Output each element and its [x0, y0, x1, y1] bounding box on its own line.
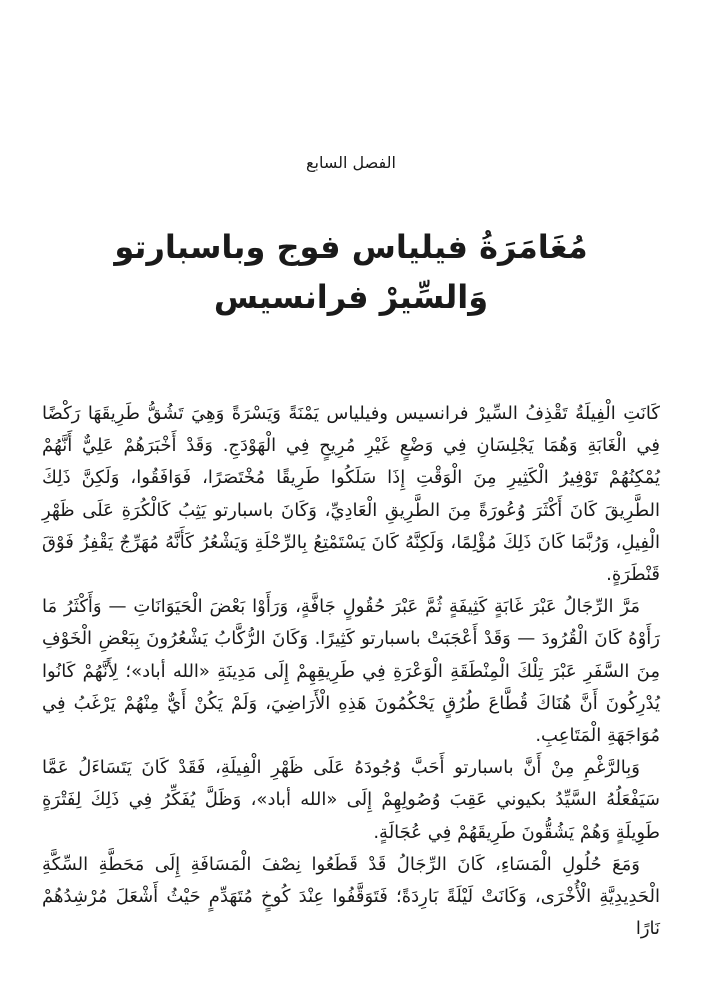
- chapter-title: [40, 222, 662, 322]
- paragraph-2: مَرَّ الرِّجَالُ عَبْرَ غَابَةٍ كَثِيفَةٍ ثُمَّ عَبْرَ حُقُولٍ جَافَّةٍ، وَرَأَوْا بَعْضَ الْحَيَوَانَاتِ — وَأَكْثَرُ مَا رَأَوْهُ كَانَ الْقُرُودَ — وَقَدْ أَعْجَبَتْ باسبارتو كَثِيرًا. وَكَانَ الرُّكَّابُ يَشْعُرُونَ بِبَعْضِ الْخَوْفِ مِنَ السَّفَرِ عَبْرَ تِلْكَ الْمِنْطَقَةِ الْوَعْرَةِ فِي طَرِيقِهِمْ إِلَى مَدِينَةِ «الله أباد»؛ لِأَنَّهُمْ كَانُوا يُدْرِكُونَ أَنَّ هُنَاكَ قُطَّاعَ طُرُقٍ يَحْكُمُونَ هَذِهِ الْأَرَاضِيَ، وَلَمْ يَكُنْ أَيٌّ مِنْهُمْ يَرْغَبُ فِي مُوَاجَهَةِ الْمَتَاعِبِ.: [42, 596, 660, 747]
- chapter-body: [42, 398, 660, 945]
- chapter-number-label: الفصل السابع: [306, 153, 396, 172]
- chapter-title-line-1: مُغَامَرَةُ فيلياس فوج وباسبارتو: [114, 228, 588, 266]
- paragraph-1: كَانَتِ الْفِيلَةُ تَقْذِفُ السِّيرْ فرانسيس وفيلياس يَمْنَةً وَيَسْرَةً وَهِيَ تَشُقُّ طَرِيقَهَا رَكْضًا فِي الْغَابَةِ وَهُمَا يَجْلِسَانِ فِي وَضْعٍ غَيْرِ مُرِيحٍ فِي الْهَوْدَجِ. وَقَدْ أَخْبَرَهُمْ عَلِيٌّ أَنَّهُمْ يُمْكِنُهُمْ تَوْفِيرُ الْكَثِيرِ مِنَ الْوَقْتِ إِذَا سَلَكُوا طَرِيقًا مُخْتَصَرًا، فَوَافَقُوا، وَلَكِنَّ ذَلِكَ الطَّرِيقَ كَانَ أَكْثَرَ وُعُورَةً مِنَ الطَّرِيقِ الْعَادِيِّ، وَكَانَ باسبارتو يَثِبُ كَالْكُرَةِ عَلَى ظَهْرِ الْفِيلِ، وَرُبَّمَا كَانَ ذَلِكَ مُؤْلِمًا، وَلَكِنَّهُ كَانَ يَسْتَمْتِعُ بِالرِّحْلَةِ وَيَشْعُرُ كَأَنَّهُ مُهَرِّجٌ يَقْفِزُ فَوْقَ قَنْطَرَةٍ.: [42, 403, 660, 586]
- chapter-title-line-2: وَالسِّيرْ فرانسيس: [213, 278, 489, 316]
- paragraph-4: وَمَعَ حُلُولِ الْمَسَاءِ، كَانَ الرِّجَالُ قَدْ قَطَعُوا نِصْفَ الْمَسَافَةِ إِلَى مَحَطَّةِ السِّكَّةِ الْحَدِيدِيَّةِ الْأُخْرَى، وَكَانَتْ لَيْلَةً بَارِدَةً؛ فَتَوَقَّفُوا عِنْدَ كُوخٍ مُتَهَدِّمٍ حَيْثُ أَشْعَلَ مُرْشِدُهُمْ نَارًا: [42, 853, 660, 940]
- paragraph-3: وَبِالرَّغْمِ مِنْ أَنَّ باسبارتو أَحَبَّ وُجُودَهُ عَلَى ظَهْرِ الْفِيلَةِ، فَقَدْ كَانَ يَتَسَاءَلُ عَمَّا سَيَفْعَلُهُ السَّيِّدُ بكيوني عَقِبَ وُصُولِهِمْ إِلَى «الله أباد»، وَظَلَّ يُفَكِّرُ فِي ذَلِكَ لِفَتْرَةٍ طَوِيلَةٍ وَهُمْ يَشُقُّونَ طَرِيقَهُمْ فِي عُجَالَةٍ.: [42, 757, 660, 843]
